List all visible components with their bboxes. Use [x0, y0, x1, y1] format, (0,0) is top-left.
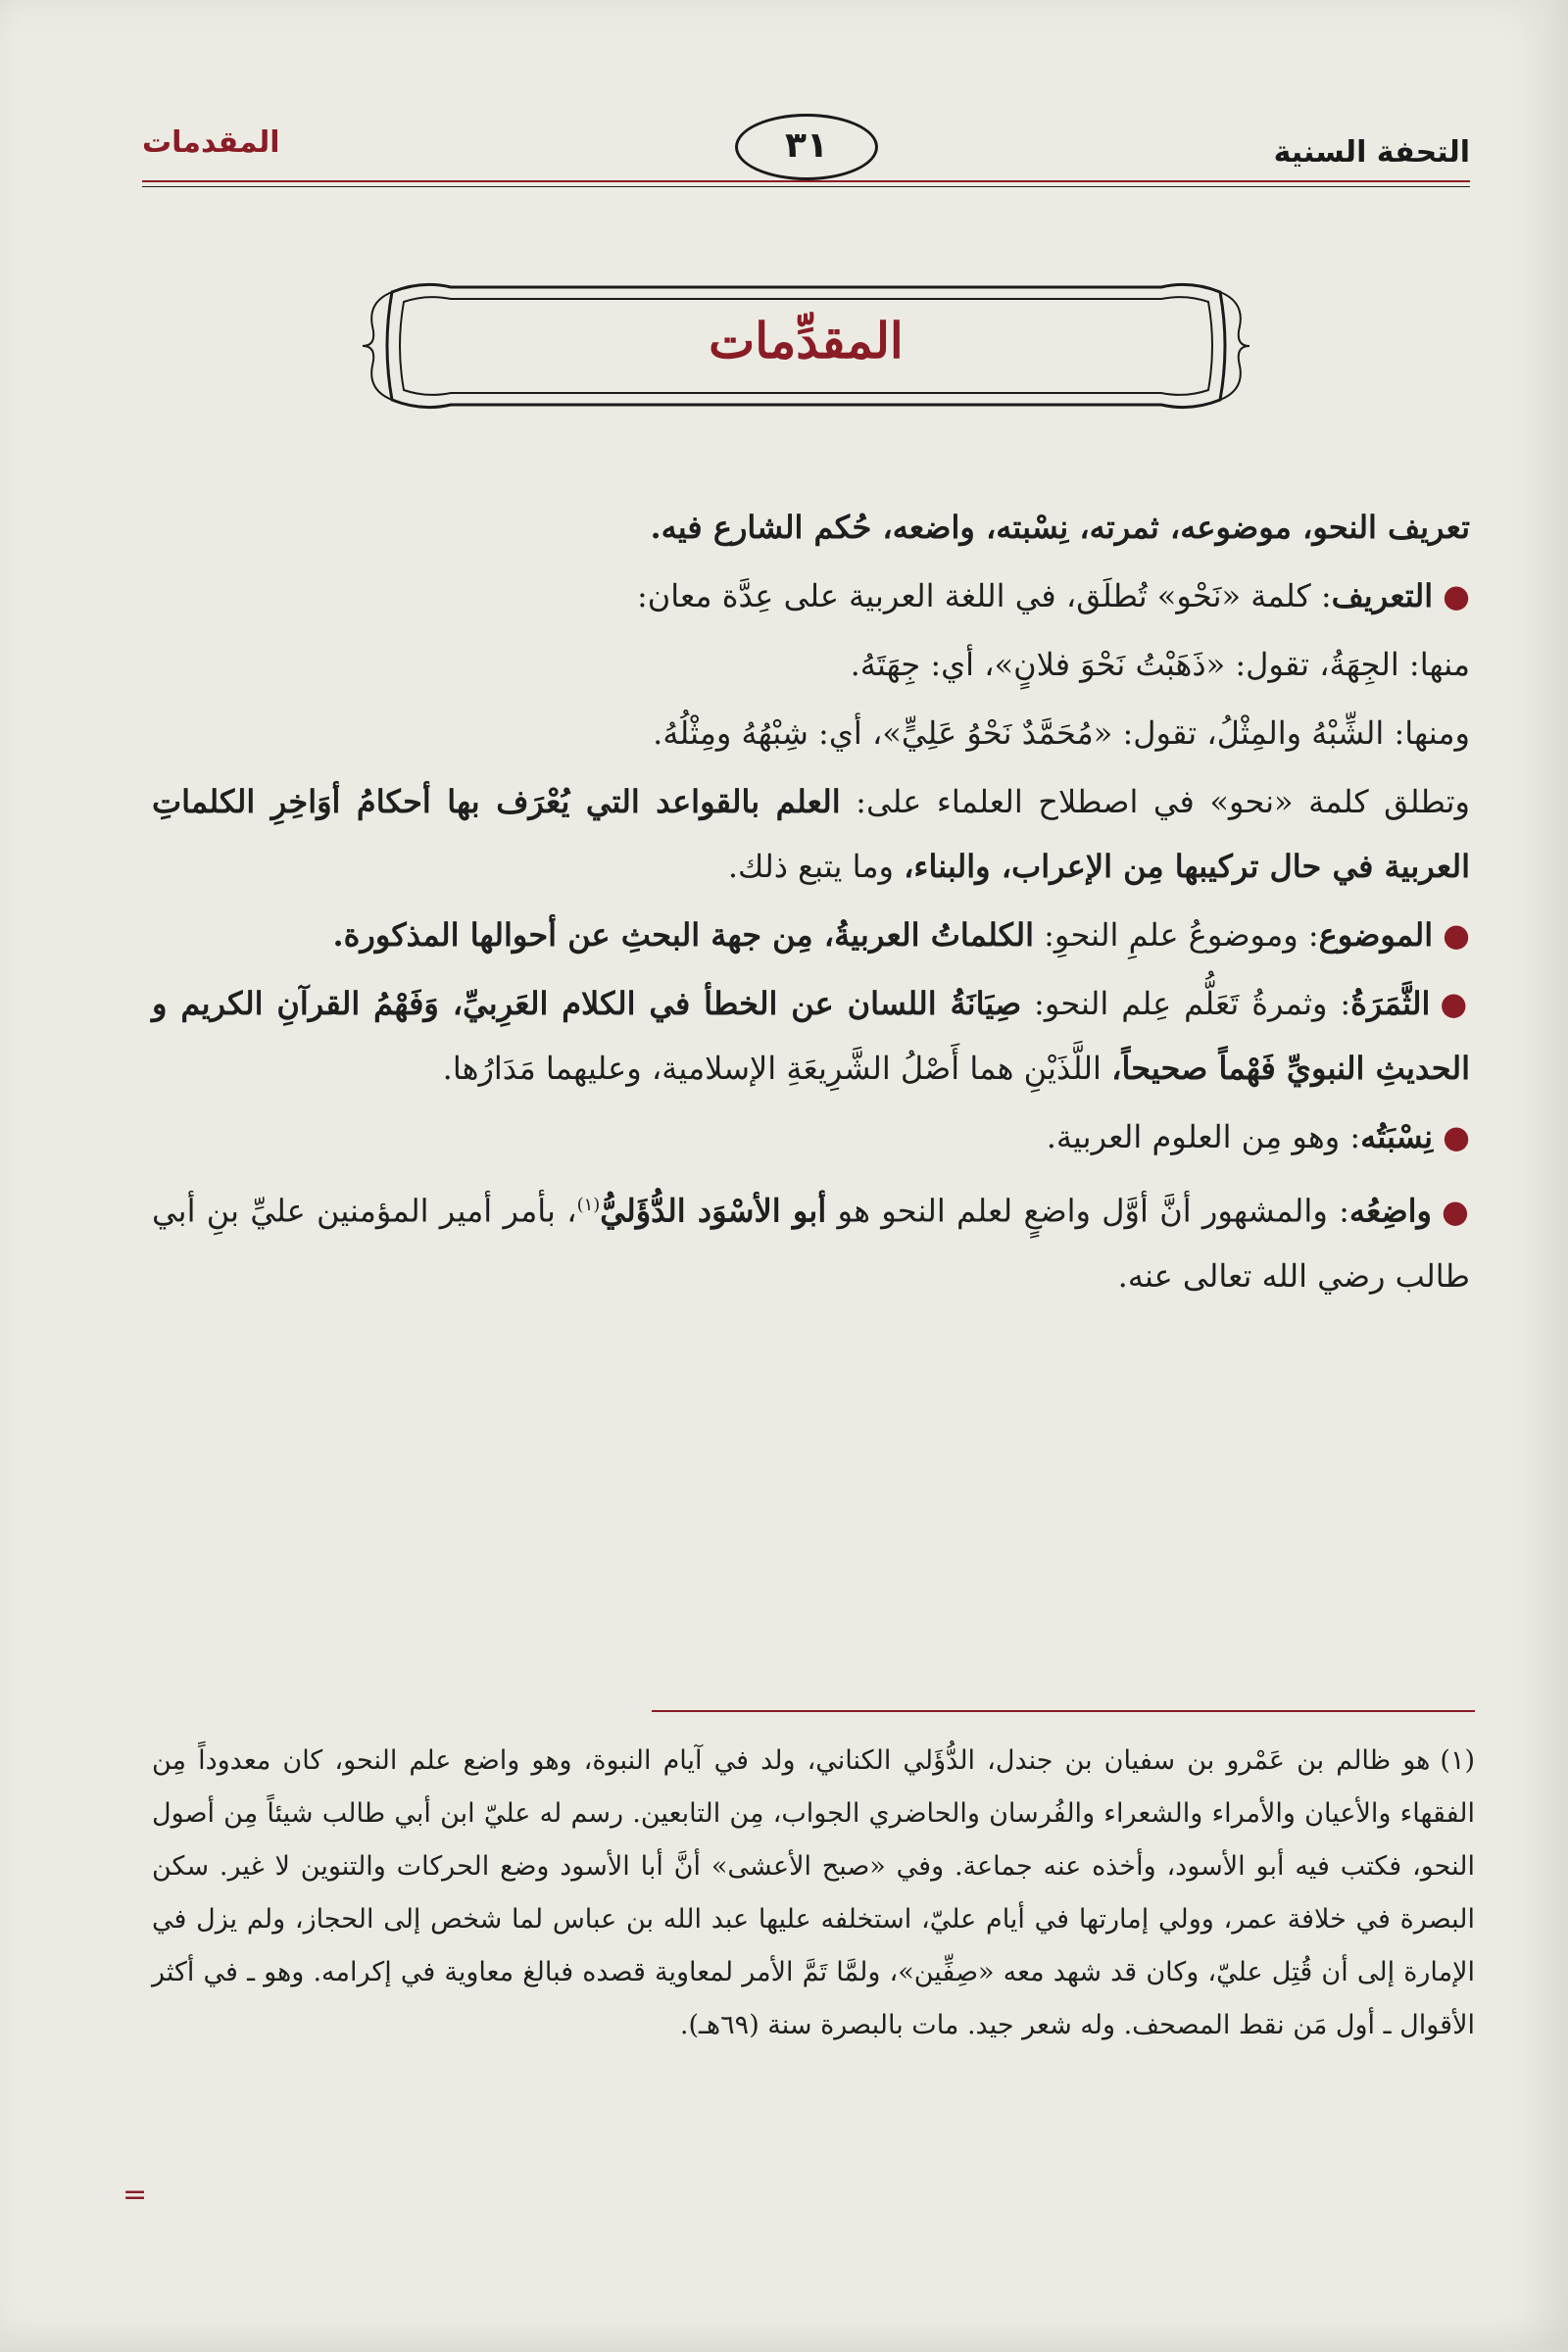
footnote-separator: [652, 1710, 1475, 1712]
subject-bold: الكلماتُ العربيةُ، مِن جهة البحثِ عن أحوالها المذكورة.: [332, 916, 1034, 954]
founder-name: أبو الأسْوَد الدُّؤَليُّ: [600, 1192, 827, 1230]
definition-label: التعريف: [1331, 577, 1434, 614]
header-rule-red: [142, 180, 1470, 182]
subject-paragraph: [152, 903, 1470, 967]
founder-paragraph: [152, 1173, 1470, 1308]
bullet-icon: ●: [1441, 1192, 1471, 1230]
footnote-number: (١): [1440, 1745, 1475, 1776]
chapter-heading: المقدِّمات: [709, 312, 904, 369]
term-lead: وتطلق كلمة «نحو» في اصطلاح العلماء على:: [856, 783, 1471, 820]
definition-example-1: منها: الجِهَةُ، تقول: «ذَهَبْتُ نَحْوَ فلانٍ»، أي: جِهَتَهُ.: [850, 646, 1470, 683]
bullet-icon: ●: [1443, 916, 1470, 954]
relation-text: : وهو مِن العلوم العربية.: [1046, 1118, 1361, 1155]
footnote-text: هو ظالم بن عَمْرو بن سفيان بن جندل، الدُّؤَلي الكناني، ولد في آيام النبوة، وهو واضع علم النحو، كان معدوداً مِن الفقهاء والأعيان والأمراء والشعراء والفُرسان والحاضري الجواب، مِن التابعين. رسم له عليّ ابن أبي طالب شيئاً مِن أصول النحو، فكتب فيه أبو الأسود، وأخذه عنه جماعة. وفي «صبح الأعشى» أنَّ أبا الأسود وضع الحركات والتنوين لا غير. سكن البصرة في خلافة عمر، وولي إمارتها في أيام عليّ، استخلفه عليها عبد الله بن عباس لما شخص إلى الحجاز، ولم يزل في الإمارة إلى أن قُتِل عليّ، وكان قد شهد معه «صِفِّين»، ولمَّا تَمَّ الأمر لمعاوية قصده فبالغ معاوية في إكرامه. وهو ـ في أكثر الأقوال ـ أول مَن نقط المصحف. وله شعر جيد. مات بالبصرة سنة (٦٩هـ).: [152, 1745, 1475, 2040]
relation-paragraph: [152, 1104, 1470, 1169]
chapter-heading-frame: [353, 272, 1259, 419]
subject-text: : وموضوعُ علمِ النحوِ:: [1044, 916, 1319, 954]
bullet-icon: ●: [1443, 1118, 1470, 1155]
page-number: ٣١: [735, 114, 878, 180]
founder-label: واضِعُه: [1348, 1192, 1432, 1230]
relation-label: نِسْبَتُه: [1360, 1118, 1434, 1155]
founder-tail: ، بأمر أمير المؤمنين عليِّ بنِ أبي طالب رضي الله تعالى عنه.: [152, 1192, 1470, 1295]
bullet-icon: ●: [1443, 577, 1470, 614]
definition-term: [152, 769, 1470, 899]
founder-text: : والمشهور أنَّ أوَّل واضعٍ لعلم النحو هو: [837, 1192, 1349, 1230]
fruit-text: : وثمرةُ تَعَلُّم عِلم النحو:: [1034, 985, 1351, 1022]
subject-label: الموضوع: [1318, 916, 1434, 954]
chapter-title: المقدمات: [142, 125, 280, 160]
continuation-mark: =: [122, 2178, 148, 2212]
book-title: التحفة السنية: [1273, 135, 1470, 170]
definition-example-2: ومنها: الشِّبْهُ والمِثْلُ، تقول: «مُحَمَّدٌ نَحْوُ عَلِيٍّ»، أي: شِبْهُهُ ومِثْلُهُ.: [653, 714, 1470, 752]
main-text: [152, 495, 1470, 1312]
footnote-ref[interactable]: (١): [576, 1195, 601, 1215]
fruit-label: الثَّمَرَةُ: [1350, 985, 1431, 1022]
fruit-paragraph: [152, 971, 1470, 1101]
running-header: [142, 116, 1470, 194]
bullet-icon: ●: [1440, 985, 1470, 1022]
fruit-bold: صِيَانَةُ اللسان عن الخطأ في الكلام العَرِبيِّ، وَفَهْمُ القرآنِ الكريم و الحديثِ النبويِّ فَهْماً صحيحاً،: [152, 985, 1470, 1087]
term-tail: وما يتبع ذلك.: [727, 848, 894, 885]
intro-line: تعريف النحو، موضوعه، ثمرته، نِسْبته، واضعه، حُكم الشارع فيه.: [650, 509, 1470, 546]
header-rule-black: [142, 186, 1470, 187]
term-bold: العلم بالقواعد التي يُعْرَف بها أحكامُ أوَاخِرِ الكلماتِ العربية في حال تركيبها مِن الإعراب، والبناء،: [152, 783, 1470, 885]
footnote: [152, 1735, 1475, 2052]
definition-text: : كلمة «نَحْو» تُطلَق، في اللغة العربية على عِدَّة معان:: [636, 577, 1332, 614]
fruit-tail: اللَّذَيْنِ هما أَصْلُ الشَّرِيعَةِ الإسلامية، وعليهما مَدَارُها.: [442, 1050, 1102, 1087]
definition-paragraph: [152, 564, 1470, 628]
